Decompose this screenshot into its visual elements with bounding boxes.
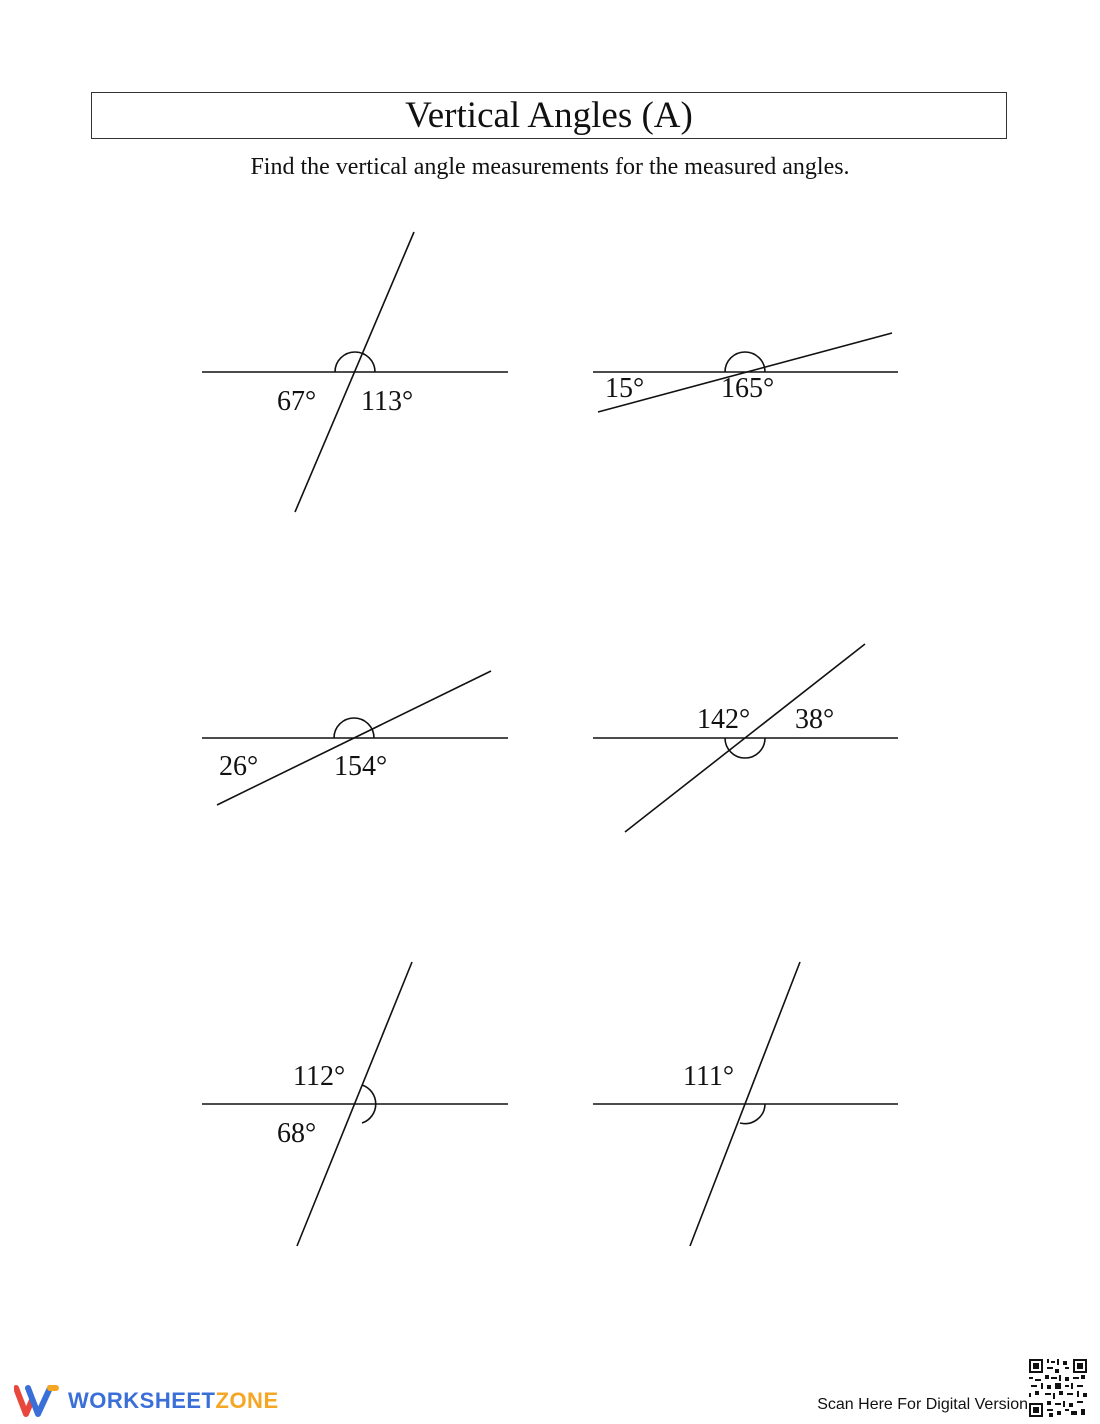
page-title: Vertical Angles (A) — [405, 95, 693, 136]
qr-code-icon[interactable] — [1029, 1359, 1087, 1417]
problem-4-label-a: 142° — [697, 704, 751, 735]
problem-6-label-a: 111° — [683, 1061, 735, 1092]
problem-2-label-a: 15° — [605, 373, 645, 404]
instructions: Find the vertical angle measurements for the measured angles. — [250, 154, 850, 180]
logo-mark-icon — [14, 1384, 60, 1418]
problem-3-diagram — [202, 671, 508, 805]
problem-3-label-a: 26° — [219, 751, 259, 782]
problem-3-angle-arc — [334, 718, 374, 738]
problem-5-diagram — [202, 962, 508, 1246]
problem-4-diagram — [593, 644, 898, 832]
brand-name — [68, 1388, 279, 1414]
brand-name-part1: WORKSHEET — [68, 1388, 216, 1413]
problem-3-label-b: 154° — [334, 751, 388, 782]
problem-4-label-b: 38° — [795, 704, 835, 735]
worksheetzone-logo[interactable] — [14, 1384, 279, 1418]
problem-5-label-b: 68° — [277, 1118, 317, 1149]
scan-caption: Scan Here For Digital Version — [817, 1396, 1028, 1413]
problem-1-diagram — [202, 232, 508, 512]
problem-1-label-a: 67° — [277, 386, 317, 417]
problem-6-diagram — [593, 962, 898, 1246]
problem-5-label-a: 112° — [293, 1061, 346, 1092]
problem-2-label-b: 165° — [721, 373, 775, 404]
brand-name-part2: ZONE — [215, 1388, 279, 1413]
problem-1-label-b: 113° — [361, 386, 414, 417]
